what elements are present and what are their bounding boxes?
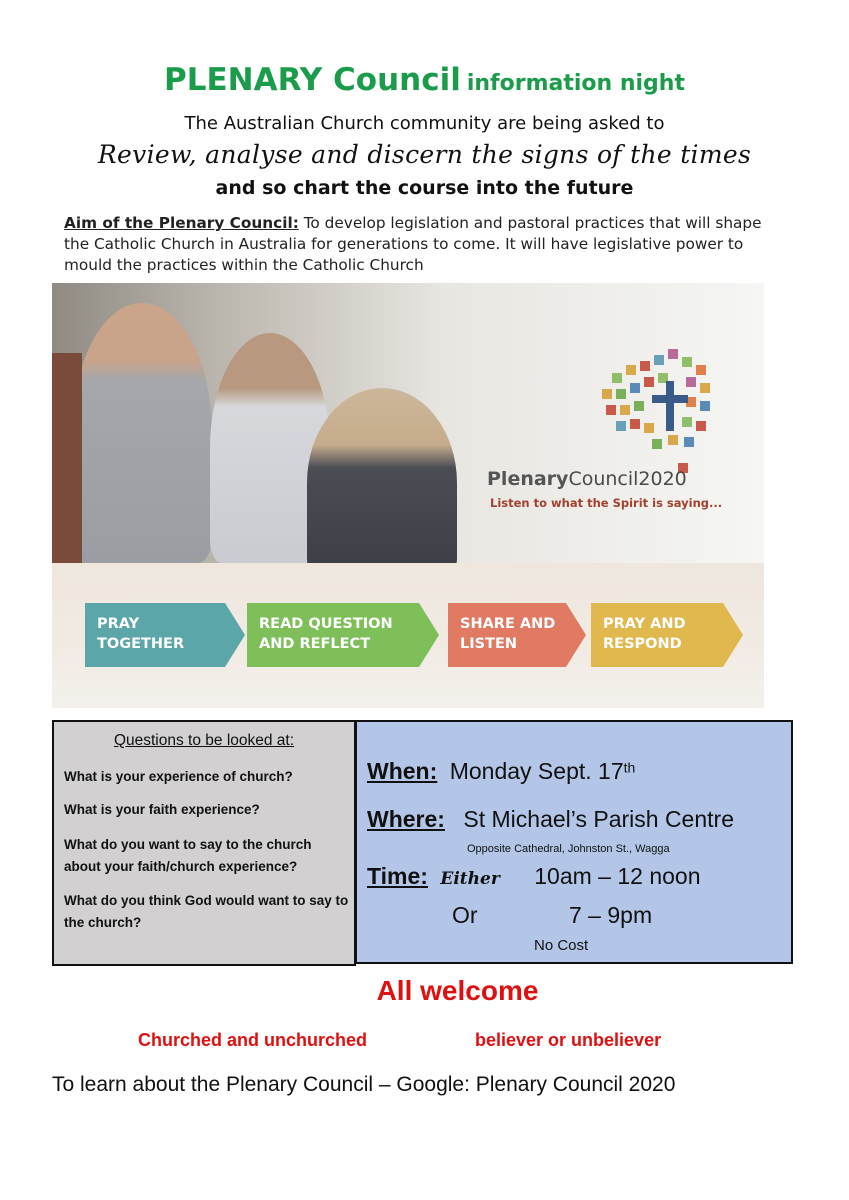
questions-heading: Questions to be looked at:: [113, 732, 295, 749]
question-item: What do you think God would want to say to the church?: [64, 893, 349, 930]
all-welcome-heading: All welcome: [376, 975, 539, 1006]
step-read-question: [247, 603, 439, 667]
question-item: What do you want to say to the church about your faith/church experience?: [64, 837, 312, 874]
step-label: PRAY AND RESPOND: [603, 616, 686, 652]
step-label: SHARE AND LISTEN: [460, 616, 556, 652]
step-share-listen: [448, 603, 586, 667]
where-note: Opposite Cathedral, Johnston St., Wagga: [467, 843, 670, 855]
when-row: [367, 758, 635, 785]
script-tagline: Review, analyse and discern the signs of the times: [97, 140, 752, 169]
where-row: [367, 806, 734, 833]
learn-more-text: To learn about the Plenary Council – Google: Plenary Council 2020: [52, 1073, 676, 1096]
woman-figure: [72, 303, 212, 563]
step-label: PRAY TOGETHER: [97, 616, 185, 652]
churched-text: Churched and unchurched: [138, 1030, 368, 1050]
edge-figure: [52, 353, 82, 563]
either-label: Either: [440, 869, 500, 889]
when-value: Monday Sept. 17: [449, 758, 624, 784]
where-label: Where:: [367, 806, 445, 832]
time-label: Time:: [367, 863, 428, 889]
step-pray-respond: [591, 603, 743, 667]
when-suffix: th: [623, 759, 636, 776]
logo-tagline: Listen to what the Spirit is saying...: [490, 496, 723, 510]
title-sub: information night: [466, 71, 685, 96]
discussion-photo: [52, 283, 764, 563]
logo-word-a: Plenary: [487, 468, 569, 490]
intro-line: The Australian Church community are being asked to: [184, 113, 665, 134]
listener-figure: [307, 388, 457, 578]
aim-label: Aim of the Plenary Council:: [64, 214, 299, 232]
time-option-1: 10am – 12 noon: [534, 863, 701, 889]
logo-word-b: Council2020: [568, 468, 687, 490]
questions-box: [52, 720, 356, 966]
promo-photo: [52, 283, 764, 708]
logo-wordmark: [487, 468, 687, 490]
australia-mosaic-icon: [592, 343, 722, 483]
cost-note: No Cost: [534, 937, 589, 954]
question-item: What is your faith experience?: [64, 802, 260, 817]
step-pray-together: [85, 603, 245, 667]
aim-paragraph: [64, 213, 784, 275]
question-item: What is your experience of church?: [64, 769, 293, 784]
when-label: When:: [367, 758, 438, 784]
where-value: St Michael’s Parish Centre: [463, 806, 734, 832]
bold-tagline: and so chart the course into the future: [215, 177, 634, 199]
believer-text: believer or unbeliever: [475, 1030, 662, 1050]
page-title: [0, 62, 849, 98]
time-option-2: 7 – 9pm: [569, 902, 653, 928]
title-main: PLENARY Council: [164, 62, 461, 98]
time-row: [367, 863, 701, 890]
aim-text: To develop legislation and pastoral practices that will shape the Catholic Church in Australia for generations to come. It will have legislative power to mould the practices within the Catholic Church: [64, 214, 762, 274]
or-label: Or: [452, 902, 478, 928]
event-details-box: [355, 720, 793, 964]
step-label: READ QUESTION AND REFLECT: [259, 616, 393, 652]
